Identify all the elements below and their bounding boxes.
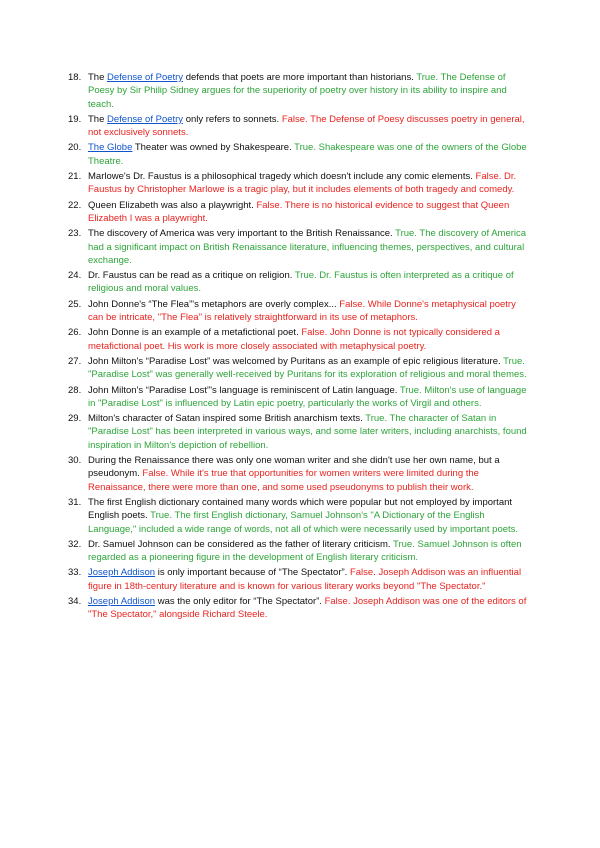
item-number: 33. — [68, 567, 82, 579]
answer-text: True. The first English dictionary, Samuel Johnson's "A Dictionary of the English Language," included a wide range of words, not all of which were necessarily used by important poets. — [88, 510, 519, 535]
question-body: defends that poets are more important than historians. — [183, 72, 414, 83]
list-item — [68, 199, 528, 226]
item-number: 18. — [68, 72, 82, 83]
question-text — [88, 356, 501, 367]
list-item — [68, 227, 528, 267]
answer-text: False. Joseph Addison was an influential figure in 18th-century literature and is known for various literary works beyond "The Spectator." — [88, 567, 522, 592]
answer-text: False. There is no historical evidence to suggest that Queen Elizabeth I was a playwright. — [88, 199, 510, 224]
list-item — [68, 538, 528, 565]
question-body: During the Renaissance there was only one woman writer and she didn't use her own name, but a pseudonym. — [88, 455, 500, 480]
question-text — [88, 171, 473, 182]
item-number: 26. — [68, 327, 82, 339]
item-number: 19. — [68, 113, 82, 125]
question-body: Milton's character of Satan inspired some British anarchism texts. — [88, 413, 363, 425]
question-text — [88, 327, 299, 338]
answer-text: False. Joseph Addison was one of the editors of "The Spectator," alongside Richard Steele. — [88, 595, 527, 621]
item-number: 29. — [68, 413, 82, 425]
item-number: 20. — [68, 142, 82, 154]
question-body: was the only editor for “The Spectator”. — [155, 595, 322, 607]
answer-text: True. The Defense of Poesy by Sir Philip Sidney argues for the superiority of poetry over history in its ability to inspire and teach. — [88, 72, 507, 110]
question-text — [88, 114, 279, 125]
question-body: Marlowe's Dr. Faustus is a philosophical tragedy which doesn't include any comic elements. — [88, 171, 473, 183]
question-body: Queen Elizabeth was also a playwright. — [88, 199, 254, 211]
list-item — [68, 355, 528, 382]
answer-text: True. Milton's use of language in "Paradise Lost" is influenced by Latin epic poetry, particularly the works of Virgil and others. — [88, 384, 527, 409]
item-number: 24. — [68, 270, 82, 282]
question-body: Dr. Samuel Johnson can be considered as the father of literary criticism. — [88, 538, 391, 550]
answer-text: False. Dr. Faustus by Christopher Marlowe is a tragic play, but it includes elements of both tragedy and comedy. — [88, 171, 517, 196]
question-body: John Milton's “Paradise Lost” was welcomed by Puritans as an example of epic religious literature. — [88, 355, 501, 367]
question-text — [88, 385, 397, 396]
item-number: 32. — [68, 538, 82, 550]
list-item — [68, 566, 528, 593]
question-text — [88, 539, 391, 550]
list-item — [68, 326, 528, 353]
answer-text: True. Dr. Faustus is often interpreted as a critique of religious and moral values. — [88, 270, 514, 295]
item-number: 31. — [68, 496, 82, 508]
answer-text: True. Shakespeare was one of the owners of the Globe Theatre. — [88, 142, 527, 167]
list-item — [68, 170, 528, 197]
question-list — [68, 71, 528, 624]
answer-text: False. While Donne's metaphysical poetry can be intricate, "The Flea" is relatively straightforward in its use of metaphors. — [88, 298, 516, 324]
list-item — [68, 412, 528, 452]
question-text — [88, 413, 363, 424]
question-text — [88, 270, 292, 281]
question-prefix: The — [88, 72, 108, 83]
item-number: 22. — [68, 199, 82, 211]
item-number: 21. — [68, 171, 82, 183]
question-body: Theater was owned by Shakespeare. — [132, 142, 292, 154]
question-body: The discovery of America was very important to the British Renaissance. — [88, 228, 393, 240]
list-item — [68, 595, 528, 622]
item-number: 23. — [68, 228, 82, 240]
reference-link[interactable]: Joseph Addison — [88, 595, 156, 607]
answer-text: True. "Paradise Lost" was generally well-received by Puritans for its exploration of religious and moral themes. — [88, 355, 527, 381]
question-body: The first English dictionary contained many words which were popular but not employed by important English poets. — [88, 496, 513, 522]
reference-link[interactable]: Defense of Poetry — [107, 72, 184, 83]
answer-text: False. While it's true that opportunities for women writers were limited during the Renaissance, there were more than one, and some used pseudonyms to publish their work. — [88, 468, 479, 493]
list-item — [68, 384, 528, 411]
list-item — [68, 71, 528, 111]
question-body: is only important because of “The Spectator”. — [155, 567, 348, 579]
answer-text: False. John Donne is not typically considered a metafictional poet. His work is more closely associated with metaphysical poetry. — [88, 327, 500, 352]
list-item — [68, 113, 528, 140]
item-number: 30. — [68, 455, 82, 467]
question-body: John Donne's “The Flea”'s metaphors are overly complex... — [88, 298, 337, 310]
list-item — [68, 141, 528, 168]
answer-text: True. The discovery of America had a significant impact on British Renaissance literature, influencing themes, perspectives, and cultural exchange. — [88, 228, 527, 266]
question-body: only refers to sonnets. — [183, 113, 280, 125]
answer-text: False. The Defense of Poesy discusses poetry in general, not exclusively sonnets. — [88, 113, 525, 139]
answer-text: True. The character of Satan in "Paradise Lost" has been interpreted in various ways, and some later writers, including anarchists, found inspiration in Milton's depiction of rebellion. — [88, 413, 527, 451]
question-text — [88, 228, 393, 239]
item-number: 25. — [68, 298, 82, 310]
reference-link[interactable]: The Globe — [88, 142, 133, 154]
list-item — [68, 454, 528, 494]
list-item — [68, 496, 528, 536]
question-body: Dr. Faustus can be read as a critique on religion. — [88, 270, 293, 282]
answer-text: True. Samuel Johnson is often regarded as a pioneering figure in the development of English literary criticism. — [88, 538, 522, 564]
question-text — [88, 200, 254, 211]
question-body: John Milton's “Paradise Lost”'s language is reminiscent of Latin language. — [88, 384, 398, 396]
question-text — [88, 142, 292, 153]
list-item — [68, 298, 528, 325]
item-number: 34. — [68, 595, 82, 607]
reference-link[interactable]: Defense of Poetry — [107, 113, 184, 125]
reference-link[interactable]: Joseph Addison — [88, 567, 156, 579]
question-prefix: The — [88, 113, 108, 125]
question-text — [88, 72, 414, 83]
question-text — [88, 567, 347, 578]
item-number: 27. — [68, 355, 82, 367]
list-item — [68, 269, 528, 296]
item-number: 28. — [68, 384, 82, 396]
question-text — [88, 596, 322, 607]
question-text — [88, 299, 337, 310]
question-body: John Donne is an example of a metafictional poet. — [88, 327, 299, 339]
